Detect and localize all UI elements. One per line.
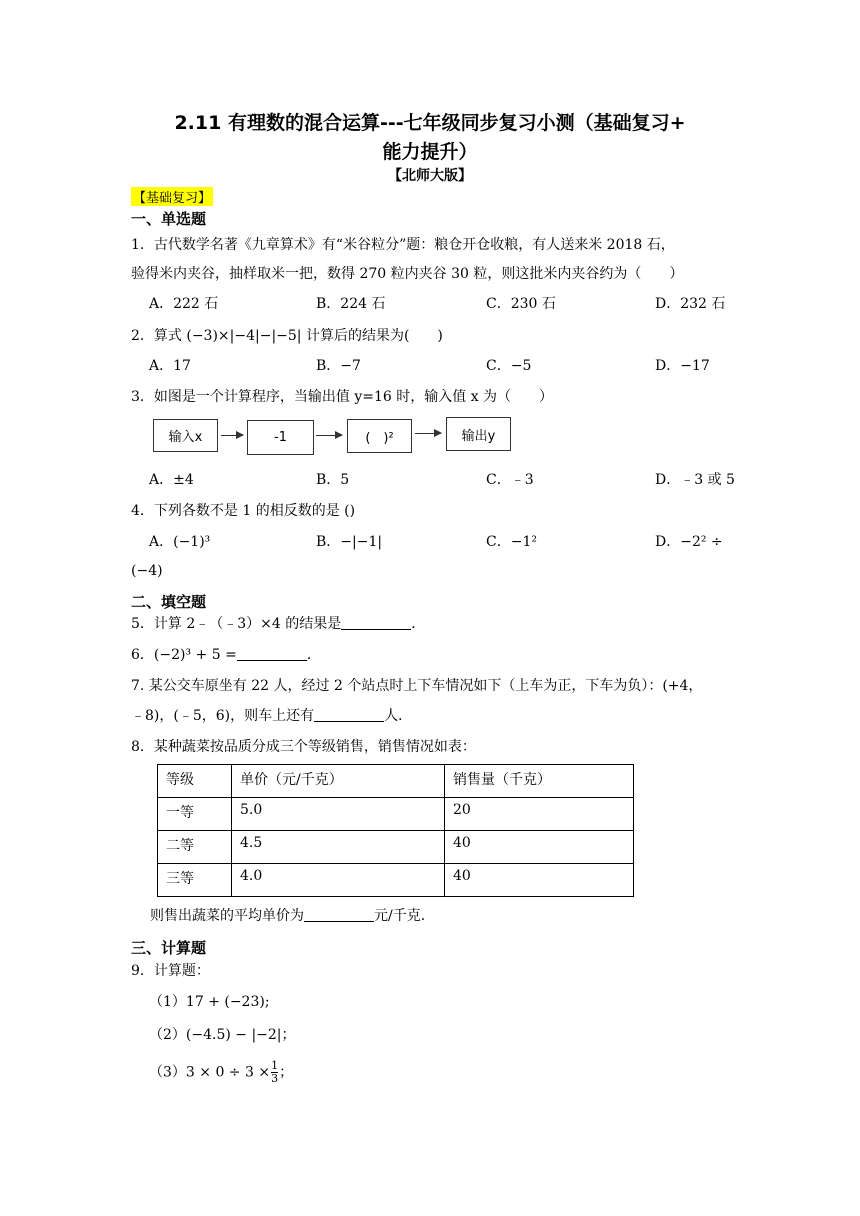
- table-header-cell: 等级: [158, 765, 232, 798]
- table-cell: 二等: [158, 831, 232, 864]
- fraction-numerator: 1: [271, 1059, 279, 1072]
- q7-text-after: 人．: [384, 708, 413, 724]
- q8-followup-before: 则售出蔬菜的平均单价为: [150, 908, 304, 924]
- q3-text: 3．如图是一个计算程序，当输出值 y=16 时，输入值 x 为（ ）: [131, 389, 554, 405]
- page-title-line2: 能力提升）: [382, 141, 478, 163]
- q9-item-3-tail: ；: [279, 1064, 294, 1081]
- q8-text: 8．某种蔬菜按品质分成三个等级销售，销售情况如表：: [131, 739, 476, 755]
- table-header-cell: 单价（元/千克）: [232, 765, 445, 798]
- fraction-denominator: 3: [271, 1072, 279, 1085]
- q6-answer-blank[interactable]: [237, 646, 307, 661]
- q9-item-1: （1）17 + (−23);: [149, 994, 270, 1010]
- q6-text-after: ．: [306, 647, 321, 663]
- flow-arrow-2: [316, 435, 342, 436]
- flow-minus-one-box: -1: [247, 420, 314, 455]
- q1-option-a: A．222 石: [149, 296, 219, 312]
- q4-option-c: C．−1²: [486, 534, 537, 550]
- table-cell: 20: [445, 798, 634, 831]
- grade-sales-table: [157, 764, 634, 897]
- q8-followup: [150, 905, 435, 925]
- q9-item-3-text: （3）3 × 0 ÷ 3 ×: [149, 1064, 271, 1081]
- q3-option-d: D．﹣3 或 5: [655, 472, 735, 488]
- q4-option-a: A．(−1)³: [149, 534, 211, 550]
- table-cell: 40: [445, 864, 634, 897]
- q9-item-2: （2）(−4.5) − |−2|；: [149, 1027, 296, 1043]
- q7-text-line1: 7. 某公交车原坐有 22 人，经过 2 个站点时上下车情况如下（上车为正，下车为负）：(+4，: [131, 678, 703, 694]
- q1-text-line1: 1．古代数学名著《九章算术》有“米谷粒分”题：粮仓开仓收粮，有人送来米 2018 石，: [131, 237, 675, 253]
- one-third-fraction: [271, 1060, 278, 1085]
- q1-text-line2: 验得米内夹谷，抽样取米一把，数得 270 粒内夹谷 30 粒，则这批米内夹谷约为（ ）: [131, 266, 684, 282]
- flow-input-box: 输入x: [153, 419, 218, 452]
- table-cell: 4.5: [232, 831, 445, 864]
- q5-text-after: ．: [411, 616, 426, 632]
- q4-text: 4．下列各数不是 1 的相反数的是 (): [131, 503, 356, 519]
- q7-text-before: ﹣8)，(﹣5，6)，则车上还有: [131, 708, 315, 724]
- q6-text: [131, 644, 321, 664]
- q1-option-b: B．224 石: [316, 296, 386, 312]
- table-header-cell: 销售量（千克）: [445, 765, 634, 798]
- q5-text: [131, 613, 425, 633]
- basic-review-tag: 【基础复习】: [131, 187, 213, 206]
- q7-text-line2: [131, 705, 412, 725]
- table-row: [158, 798, 634, 831]
- q7-answer-blank[interactable]: [314, 707, 384, 722]
- q2-option-a: A．17: [149, 358, 191, 374]
- q5-answer-blank[interactable]: [341, 615, 411, 630]
- q4-option-b: B．−|−1|: [316, 534, 383, 550]
- q8-answer-blank[interactable]: [304, 907, 374, 922]
- q5-text-before: 5．计算 2﹣（﹣3）×4 的结果是: [131, 616, 342, 632]
- page-title-line1: 2.11 有理数的混合运算---七年级同步复习小测（基础复习+: [174, 112, 686, 134]
- table-row: [158, 831, 634, 864]
- flow-output-box: 输出y: [446, 417, 511, 451]
- q8-followup-after: 元/千克．: [374, 908, 435, 924]
- table-cell: 5.0: [232, 798, 445, 831]
- table-row: [158, 864, 634, 897]
- flow-arrow-1: [221, 435, 243, 436]
- q2-option-b: B．−7: [316, 358, 361, 374]
- section-calculation: 三、计算题: [131, 939, 207, 957]
- table-cell: 4.0: [232, 864, 445, 897]
- section-fill-in: 二、填空题: [131, 593, 207, 611]
- table-cell: 40: [445, 831, 634, 864]
- q9-text: 9．计算题：: [131, 963, 210, 979]
- q3-option-c: C．﹣3: [486, 472, 534, 488]
- flow-arrow-3: [415, 433, 441, 434]
- q6-text-before: 6．(−2)³ + 5 =: [131, 647, 237, 663]
- table-cell: 三等: [158, 864, 232, 897]
- table-cell: 一等: [158, 798, 232, 831]
- q2-option-d: D．−17: [655, 358, 710, 374]
- q1-option-d: D．232 石: [655, 296, 726, 312]
- edition-subtitle: 【北师大版】: [388, 168, 472, 184]
- q4-option-d-continued: (−4): [131, 563, 163, 579]
- q3-option-a: A．±4: [149, 472, 194, 488]
- q2-text: 2．算式 (−3)×|−4|−|−5| 计算后的结果为( ): [131, 328, 443, 344]
- q9-item-3: [149, 1060, 293, 1085]
- q3-option-b: B．5: [316, 472, 350, 488]
- q2-option-c: C．−5: [486, 358, 532, 374]
- q1-option-c: C．230 石: [486, 296, 556, 312]
- flow-square-box: ( )²: [347, 419, 412, 453]
- section-single-choice: 一、单选题: [131, 210, 207, 228]
- q4-option-d: D．−2² ÷: [655, 534, 723, 550]
- table-header-row: [158, 765, 634, 798]
